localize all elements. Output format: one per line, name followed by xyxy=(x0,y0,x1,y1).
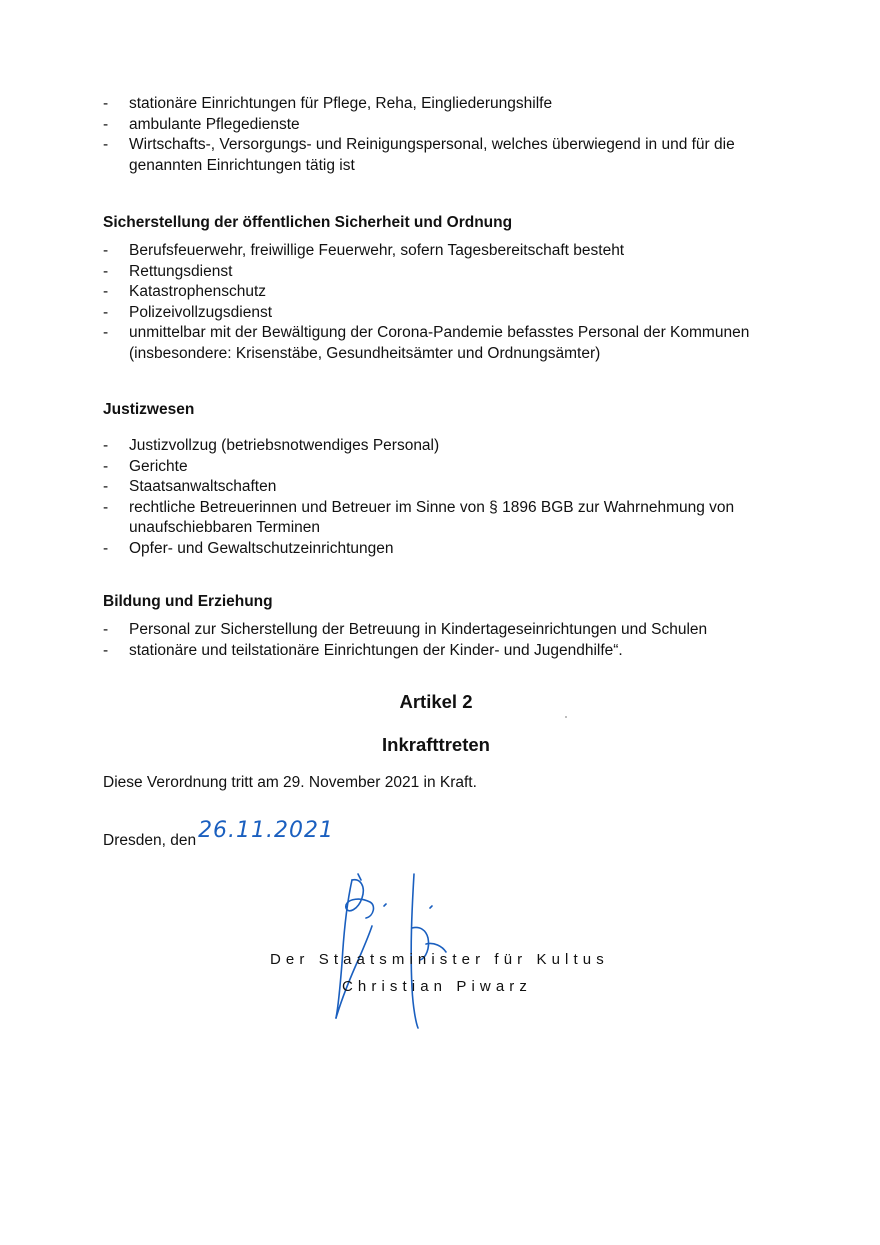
section-heading-bildung: Bildung und Erziehung xyxy=(103,593,273,610)
signatory-name: Christian Piwarz xyxy=(342,978,532,995)
list-bildung xyxy=(103,620,775,661)
list-item: - Staatsanwaltschaften xyxy=(103,478,277,495)
list-item: - Katastrophenschutz xyxy=(103,283,267,300)
speck xyxy=(565,716,567,718)
list-top xyxy=(103,94,775,176)
list-item: - Rettungsdienst xyxy=(103,262,233,280)
article-title: Inkrafttreten xyxy=(382,734,490,755)
handwritten-date: 26.11.2021 xyxy=(198,818,335,843)
list-item: - rechtliche Betreuerinnen und Betreuer im Sinne von § 1896 BGB zur Wahrnehmung von unaufschiebbaren Terminen xyxy=(103,498,735,536)
list-item: - ambulante Pflegedienste xyxy=(103,115,300,133)
list-item: - Wirtschafts-, Versorgungs- und Reinigungspersonal, welches überwiegend in und für die genannten Einrichtungen tätig ist xyxy=(103,136,735,174)
article-text: Diese Verordnung tritt am 29. November 2021 in Kraft. xyxy=(103,774,477,791)
place-date-label: Dresden, den xyxy=(103,832,197,849)
list-item: - Personal zur Sicherstellung der Betreuung in Kindertageseinrichtungen und Schulen xyxy=(103,621,708,638)
list-item: - unmittelbar mit der Bewältigung der Corona-Pandemie befasstes Personal der Kommunen (insbesondere: Krisenstäbe, Gesundheitsämter und Ordnungsämter) xyxy=(103,324,750,362)
list-item: - Gerichte xyxy=(103,457,188,475)
list-item: - stationäre Einrichtungen für Pflege, Reha, Eingliederungshilfe xyxy=(103,95,553,112)
list-justiz xyxy=(103,436,775,559)
section-heading-justiz: Justizwesen xyxy=(103,401,195,418)
list-item: - Polizeivollzugsdienst xyxy=(103,303,273,321)
signatory-role: Der Staatsminister für Kultus xyxy=(270,951,609,968)
section-heading-sicherheit: Sicherstellung der öffentlichen Sicherheit und Ordnung xyxy=(103,214,513,231)
place-date xyxy=(103,818,335,851)
list-item: - stationäre und teilstationäre Einrichtungen der Kinder- und Jugendhilfe“. xyxy=(103,641,623,659)
list-item: - Berufsfeuerwehr, freiwillige Feuerwehr, sofern Tagesbereitschaft besteht xyxy=(103,242,625,259)
list-item: - Justizvollzug (betriebsnotwendiges Personal) xyxy=(103,437,440,454)
list-sicherheit xyxy=(103,241,775,364)
list-item: - Opfer- und Gewaltschutzeinrichtungen xyxy=(103,539,394,557)
article-number: Artikel 2 xyxy=(399,691,473,712)
